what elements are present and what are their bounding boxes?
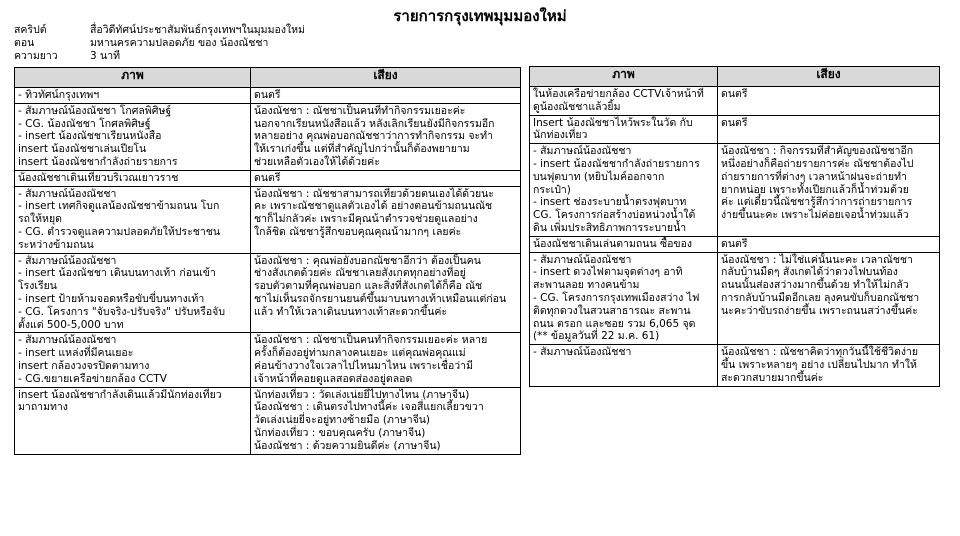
table-row (15, 253, 521, 333)
picture-line: กระเป๋า) (533, 183, 571, 196)
table-row (530, 236, 940, 252)
sound-line: การกลับบ้านมืดอีกเลย ลุงคนขับก็บอกณัชชา (721, 291, 920, 304)
picture-line: ในห้องเครือข่ายกล้อง CCTVเจ้าหน้าที่ (533, 88, 704, 100)
sound-cell (718, 236, 940, 252)
picture-line: ถนน ตรอก และซอย รวม 6,065 จุด (533, 317, 696, 330)
picture-cell (15, 333, 251, 387)
picture-cell (15, 387, 251, 454)
picture-cell (530, 144, 718, 237)
picture-line: insert น้องณัชชาเล่นเปียโน (18, 143, 147, 156)
table-header-row (15, 68, 521, 88)
sound-line: ช่วยเหลือตัวเองให้ได้ด้วยค่ะ (254, 155, 380, 168)
picture-line: - insert ช่องระบายน้ำตรงฟุตบาท (533, 196, 687, 209)
picture-line: - CG. โครงการกรุงเทพเมืองสว่าง ไฟ (533, 291, 700, 304)
picture-cell (530, 87, 718, 116)
sound-line: นักท่องเที่ยว : ขอบคุณครับ (ภาษาจีน) (254, 426, 426, 439)
sound-line: กลับบ้านมืดๆ สังเกตได้ว่าดวงไฟบนท้อง (721, 266, 898, 279)
sound-line: ให้เราเก่งขึ้น แต่ที่สำคัญไปกว่านั้นก็ต้องพยายาม (254, 143, 470, 156)
picture-cell (15, 103, 251, 170)
sound-line: คะ เพราะณัชชาดูแลตัวเองได้ อย่างตอนข้ามถนนณัช (254, 200, 493, 213)
picture-column-header: ภาพ (15, 68, 251, 88)
picture-line: - insert แหล่งที่มีคนเยอะ (18, 347, 134, 360)
picture-line: - insert น้องณัชชาเรียนหนังสือ (18, 130, 162, 143)
sound-line: ชาก็ไม่กลัวค่ะ เพราะมีคุณน้าตำรวจช่วยดูแลอย่าง (254, 213, 478, 226)
picture-cell (530, 236, 718, 252)
table-row (530, 87, 940, 116)
sound-line: หลายอย่าง คุณพ่อบอกณัชชาว่าการทำกิจกรรม จะทำ (254, 130, 493, 143)
meta-key: ความยาว (14, 50, 58, 62)
picture-line: บนฟุตบาท (หยิบไมค์ออกจาก (533, 170, 665, 183)
sound-line: ดนตรี (254, 171, 281, 184)
sound-line: เจ้าหน้าที่คอยดูแลสอดส่องอยู่ตลอด (254, 372, 413, 385)
sound-cell (251, 333, 521, 387)
picture-line: - insert น้องณัชชา เดินบนทางเท้า ก่อนเข้า (18, 267, 216, 280)
picture-line: insert น้องณัชชากำลังถ่ายรายการ (18, 155, 178, 168)
picture-line: insert น้องณัชชากำลังเดินแล้วมีนักท่องเที่ยว (18, 388, 222, 401)
picture-line: น้องณัชชาเดินเล่นตามถนน ซื้อของ (533, 237, 693, 250)
picture-line: - insert ดวงไฟตามจุดต่างๆ อาทิ (533, 266, 683, 279)
picture-line: น้องณัชชาเดินเที่ยวบริเวณเยาวราช (18, 171, 179, 184)
picture-line: - insert ป้ายห้ามจอดหรือขับขี่บนทางเท้า (18, 292, 205, 305)
picture-line: - CG. ตำรวจดูแลความปลอดภัยให้ประชาชน (18, 225, 221, 238)
picture-line: - สัมภาษณ์น้องณัชชา (533, 145, 632, 158)
sound-column-header: เสียง (718, 67, 940, 87)
sound-line: นะคะว่าขับรถง่ายขึ้น เพราะถนนสว่างขึ้นค่ะ (721, 304, 918, 317)
picture-cell (15, 170, 251, 186)
picture-line: - insert น้องณัชชากำลังถ่ายรายการ (533, 157, 700, 170)
picture-line: ดิน เพิ่มประสิทธิภาพการระบายน้ำ (533, 221, 687, 234)
sound-cell (251, 387, 521, 454)
sound-line: นอกจากเรียนหนังสือแล้ว หลังเลิกเรียนยังมีกิจกรรมอีก (254, 117, 495, 130)
table-row (15, 333, 521, 387)
picture-cell (530, 252, 718, 345)
sound-cell (718, 252, 940, 345)
meta-key: สคริปต์ (14, 24, 47, 36)
sound-line: น้องณัชชา : เดินตรงไปทางนี้ค่ะ เจอสี่แยกเลี้ยวขวา (254, 401, 484, 414)
sound-cell (718, 87, 940, 116)
picture-line: - สัมภาษณ์น้องณัชชา (18, 254, 117, 267)
table-row (530, 252, 940, 345)
sound-line: ใกล้ชิด ณัชชารู้สึกขอบคุณคุณน้ามากๆ เลยค่ะ (254, 225, 462, 238)
sound-line: ดนตรี (254, 89, 281, 101)
table-row (530, 345, 940, 386)
picture-line: - CG. โครงการ "จับจริง-ปรับจริง" ปรับหรือจับ (18, 305, 225, 318)
picture-line: - สัมภาษณ์น้องณัชชา (533, 253, 632, 266)
script-table-right (529, 66, 940, 387)
sound-line: น้องณัชชา : ณัชชาเป็นคนทำกิจกรรมเยอะค่ะ หลาย (254, 334, 488, 347)
script-meta (14, 24, 305, 63)
sound-cell (251, 88, 521, 104)
meta-key: ตอน (14, 37, 35, 49)
picture-cell (15, 186, 251, 253)
table-header-row (530, 67, 940, 87)
picture-line: มาถามทาง (18, 401, 68, 414)
picture-line: Insert น้องณัชชาไหว้พระในวัด กับ (533, 116, 693, 129)
sound-line: ง่ายขึ้นนะคะ เพราะไม่ค่อยเจอน้ำท่วมแล้ว (721, 209, 909, 222)
picture-line: ตั้งแต่ 500-5,000 บาท (18, 318, 124, 331)
picture-column-header: ภาพ (530, 67, 718, 87)
sound-line: ช่างสังเกตด้วยค่ะ ณัชชาเลยสังเกตทุกอย่างที่อยู่ (254, 267, 466, 280)
sound-line: ค่ะ แต่เดี๋ยวนี้ณัชชารู้สึกว่าการถ่ายรายการ (721, 196, 913, 209)
meta-row-script (14, 24, 305, 37)
sound-line: ขึ้น เพราะหลายๆ อย่าง เปลี่ยนไปมาก ทำให้ (721, 358, 917, 371)
sound-line: ค่อนข้างวางใจเวลาไปไหนมาไหน เพราะเชื่อว่ามี (254, 359, 474, 372)
table-row (15, 186, 521, 253)
meta-row-duration (14, 50, 305, 63)
picture-cell (15, 88, 251, 104)
sound-line: ดนตรี (721, 116, 748, 129)
sound-line: แล้ว ทำให้เวลาเดินบนทางเท้าสะดวกขึ้นค่ะ (254, 305, 448, 318)
table-row (15, 88, 521, 104)
picture-line: - สัมภาษณ์น้องณัชชา (18, 334, 117, 347)
sound-cell (718, 144, 940, 237)
sound-cell (251, 253, 521, 333)
picture-line: รถให้หยุด (18, 213, 62, 226)
sound-line: หนึ่งอย่างก็คือถ่ายรายการค่ะ ณัชชาต้องไป (721, 157, 914, 170)
table-body (15, 88, 521, 455)
sound-line: ดนตรี (721, 237, 748, 250)
sound-cell (718, 345, 940, 386)
picture-line: นักท่องเที่ยว (533, 129, 588, 142)
sound-line: ยากหน่อย เพราะทั้งเปียกแล้วก็น้ำท่วมด้วย (721, 183, 909, 196)
picture-line: - สัมภาษณ์น้องณัชชา โกศลพิศิษฐ์ (18, 104, 172, 117)
picture-line: โรงเรียน (18, 280, 57, 293)
picture-line: ระหว่างข้ามถนน (18, 238, 94, 251)
sound-line: นักท่องเที่ยว : วัดเล่งเน่ยยี่ไปทางไหน (ภาษาจีน) (254, 388, 470, 401)
picture-line: - CG. น้องณัชชา โกศลพิศิษฐ์ (18, 117, 151, 130)
table-row (15, 170, 521, 186)
sound-line: ดนตรี (721, 88, 748, 100)
sound-column-header: เสียง (251, 68, 521, 88)
sound-line: สะดวกสบายมากขึ้นค่ะ (721, 371, 824, 384)
picture-line: - CG.ขยายเครือข่ายกล้อง CCTV (18, 372, 167, 385)
sound-line: น้องณัชชา : คุณพ่อยังบอกณัชชาอีกว่า ต้องเป็นคน (254, 254, 481, 267)
sound-line: น้องณัชชา : ด้วยความยินดีค่ะ (ภาษาจีน) (254, 439, 441, 452)
picture-line: - ทิวทัศน์กรุงเทพฯ (18, 89, 100, 101)
sound-line: น้องณัชชา : ไม่ใช่แค่นั้นนะคะ เวลาณัชชา (721, 253, 913, 266)
picture-line: สะพานลอย ทางคนข้าม (533, 279, 640, 292)
picture-cell (530, 345, 718, 386)
meta-value: สื่อวิดีทัศน์ประชาสัมพันธ์กรุงเทพฯในมุมมองใหม่ (90, 24, 305, 36)
picture-line: ดูน้องณัชชาแล้วยิ้ม (533, 100, 621, 113)
sound-cell (251, 186, 521, 253)
picture-cell (530, 115, 718, 144)
picture-line: (** ข้อมูลวันที่ 22 ม.ค. 61) (533, 330, 660, 343)
sound-line: วัดเล่งเน่ยยี่จะอยู่ทางซ้ายมือ (ภาษาจีน) (254, 414, 431, 427)
picture-line: CG. โครงการก่อสร้างบ่อหน่วงน้ำใต้ (533, 209, 696, 222)
script-table-left (14, 67, 521, 455)
sound-line: น้องณัชชา : กิจกรรมที่สำคัญของณัชชาอีก (721, 145, 914, 158)
sound-line: น้องณัชชา : ณัชชาคิดว่าทุกวันนี้ใช้ชีวิตง่าย (721, 346, 919, 359)
sound-line: น้องณัชชา : ณัชชาสามารถเที่ยวด้วยตนเองได้ด้วยนะ (254, 187, 494, 200)
meta-value: 3 นาที (90, 50, 121, 62)
sound-line: ครั้งก็ต้องอยู่ท่ามกลางคนเยอะ แต่คุณพ่อคุณแม่ (254, 347, 466, 360)
meta-row-episode (14, 37, 305, 50)
sound-line: รอบตัวตามที่คุณพ่อบอก และสิ่งที่สังเกตได้ก็คือ ณัช (254, 280, 483, 293)
table-row (530, 144, 940, 237)
sound-cell (251, 103, 521, 170)
sound-line: ถ่ายรายการที่ต่างๆ เวลาหน้าฝนจะถ่ายทำ (721, 170, 907, 183)
picture-cell (15, 253, 251, 333)
picture-line: - สัมภาษณ์น้องณัชชา (533, 346, 632, 359)
meta-value: มหานครความปลอดภัย ของ น้องณัชชา (90, 37, 269, 49)
picture-line: - insert เทศกิจดูแลน้องณัชชาข้ามถนน โบก (18, 200, 220, 213)
picture-line: insert กล้องวงจรปิดตามทาง (18, 359, 150, 372)
script-title: รายการกรุงเทพมุมมองใหม่ (393, 7, 567, 25)
sound-line: ชาไม่เห็นรถจักรยานยนต์ขึ้นมาบนทางเท้าเหมือนแต่ก่อน (254, 292, 507, 305)
sound-cell (251, 170, 521, 186)
sound-line: ถนนนั้นส่องสว่างมากขึ้นด้วย ทำให้ไม่กลัว (721, 279, 909, 292)
picture-line: - สัมภาษณ์น้องณัชชา (18, 187, 117, 200)
table-row (530, 115, 940, 144)
picture-line: ติดทุกดวงในสวนสาธารณะ สะพาน (533, 304, 691, 317)
table-body (530, 87, 940, 387)
sound-line: น้องณัชชา : ณัชชาเป็นคนที่ทำกิจกรรมเยอะค่ะ (254, 104, 466, 117)
table-row (15, 387, 521, 454)
sound-cell (718, 115, 940, 144)
table-row (15, 103, 521, 170)
